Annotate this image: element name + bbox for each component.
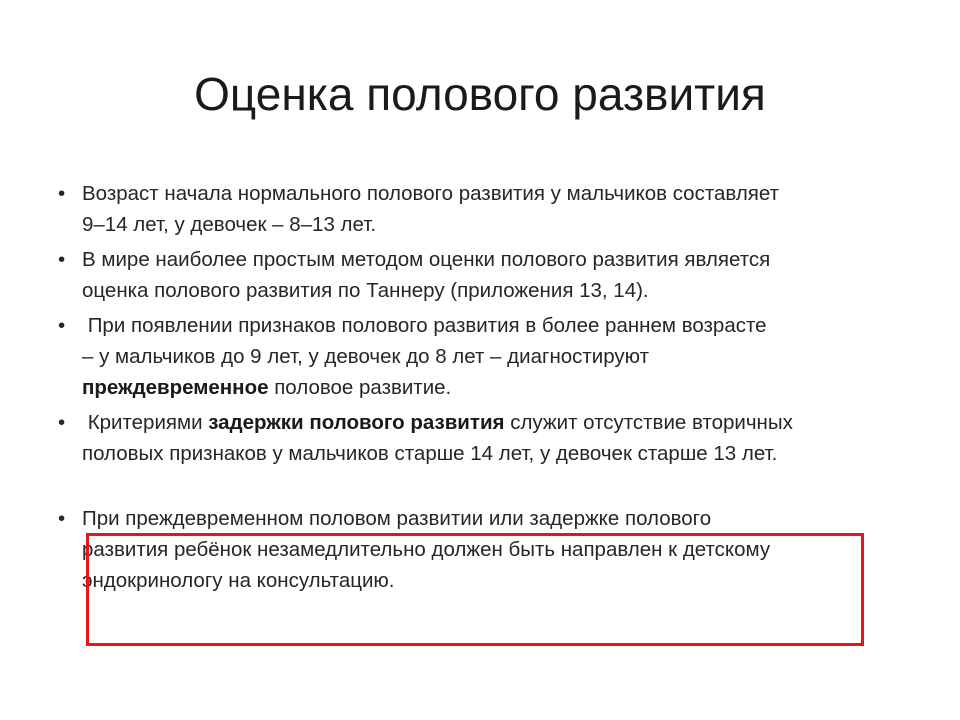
bullet-1-line-2: 9–14 лет, у девочек – 8–13 лет. xyxy=(82,213,377,236)
bullet-5-line-2: развития ребёнок незамедлительно должен быть направлен к детскому xyxy=(82,538,771,561)
bullet-3-line-3: половое развитие. xyxy=(268,376,452,399)
bullet-dot: • xyxy=(58,507,66,530)
bullet-item-2 xyxy=(58,244,918,306)
bullet-4-post: служит отсутствие вторичных xyxy=(504,411,793,434)
bullet-dot: • xyxy=(58,411,66,434)
bullet-4-line-2: половых признаков у мальчиков старше 14 лет, у девочек старше 13 лет. xyxy=(82,442,778,465)
bullet-1-line-1: Возраст начала нормального полового развития у мальчиков составляет xyxy=(82,182,779,205)
bullet-2-line-1: В мире наиболее простым методом оценки полового развития является xyxy=(82,248,771,271)
highlight-box xyxy=(86,533,864,646)
bullet-item-1 xyxy=(58,178,918,240)
bullet-item-4 xyxy=(58,407,918,469)
bullet-dot: • xyxy=(58,182,66,205)
bullet-3-line-2: – у мальчиков до 9 лет, у девочек до 8 лет – диагностируют xyxy=(82,345,649,368)
bullet-5-line-3: эндокринологу на консультацию. xyxy=(82,569,395,592)
slide-title: Оценка полового развития xyxy=(194,68,766,120)
bullet-5-line-1: При преждевременном половом развитии или задержке полового xyxy=(82,507,712,530)
bullet-3-line-1: При появлении признаков полового развития в более раннем возрасте xyxy=(82,314,767,337)
bullet-2-line-2: оценка полового развития по Таннеру (приложения 13, 14). xyxy=(82,279,649,302)
bullet-dot: • xyxy=(58,314,66,337)
bullet-4-bold-term: задержки полового развития xyxy=(208,411,505,434)
bullet-4-pre: Критериями xyxy=(82,411,209,434)
bullet-3-bold-term: преждевременное xyxy=(82,376,269,399)
bullet-dot: • xyxy=(58,248,66,271)
bullet-item-3 xyxy=(58,310,918,403)
